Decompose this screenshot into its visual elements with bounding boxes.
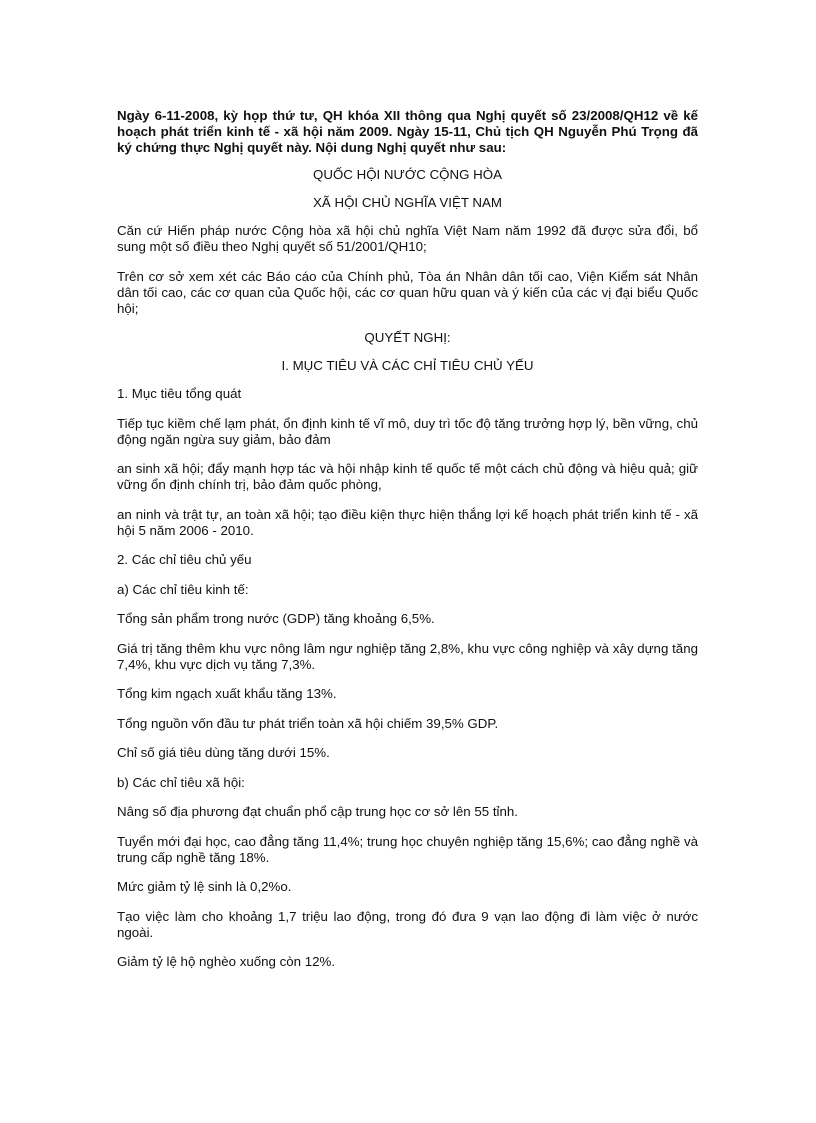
body-paragraph: Nâng số địa phương đạt chuẩn phổ cập trung học cơ sở lên 55 tỉnh. <box>117 804 518 819</box>
document-page <box>117 108 698 984</box>
body-paragraph: an ninh và trật tự, an toàn xã hội; tạo điều kiện thực hiện thắng lợi kế hoạch phát triển kinh tế - xã hội 5 năm 2006 - 2010. <box>117 506 698 538</box>
body-paragraph: Giảm tỷ lệ hộ nghèo xuống còn 12%. <box>117 954 336 969</box>
header-line-2: XÃ HỘI CHỦ NGHĨA VIỆT NAM <box>313 195 502 210</box>
body-paragraph: Tiếp tục kiềm chế lạm phát, ổn định kinh tế vĩ mô, duy trì tốc độ tăng trưởng hợp lý, bền vững, chủ động ngăn ngừa suy giảm, bảo đảm <box>117 415 698 447</box>
body-paragraph: Tổng kim ngạch xuất khẩu tăng 13%. <box>117 686 337 701</box>
subsection-heading: b) Các chỉ tiêu xã hội: <box>117 774 245 790</box>
subsection-heading: 1. Mục tiêu tổng quát <box>117 386 242 401</box>
body-paragraph: Giá trị tăng thêm khu vực nông lâm ngư nghiệp tăng 2,8%, khu vực công nghiệp và xây dựng tăng 7,4%, khu vực dịch vụ tăng 7,3%. <box>117 640 698 672</box>
header-line-1: QUỐC HỘI NƯỚC CỘNG HÒA <box>313 167 502 182</box>
body-paragraph: Tổng nguồn vốn đầu tư phát triển toàn xã hội chiếm 39,5% GDP. <box>117 715 499 731</box>
resolve-heading: QUYẾT NGHỊ: <box>364 330 451 345</box>
body-paragraph: Chỉ số giá tiêu dùng tăng dưới 15%. <box>117 745 330 760</box>
body-paragraph: Tạo việc làm cho khoảng 1,7 triệu lao động, trong đó đưa 9 vạn lao động đi làm việc ở nước ngoài. <box>117 908 698 940</box>
subsection-heading: a) Các chỉ tiêu kinh tế: <box>117 581 249 597</box>
preamble-paragraph: Trên cơ sở xem xét các Báo cáo của Chính phủ, Tòa án Nhân dân tối cao, Viện Kiểm sát Nhân dân tối cao, các cơ quan của Quốc hội, các cơ quan hữu quan và ý kiến của các vị đại biểu Quốc hội; <box>117 268 698 316</box>
subsection-heading: 2. Các chỉ tiêu chủ yếu <box>117 552 252 567</box>
body-paragraph: Mức giảm tỷ lệ sinh là 0,2%o. <box>117 879 292 894</box>
intro-paragraph: Ngày 6-11-2008, kỳ họp thứ tư, QH khóa XII thông qua Nghị quyết số 23/2008/QH12 về kế hoạch phát triển kinh tế - xã hội năm 2009. Ngày 15-11, Chủ tịch QH Nguyễn Phú Trọng đã ký chứng thực Nghị quyết này. Nội dung Nghị quyết như sau: <box>117 108 698 155</box>
section-heading: I. MỤC TIÊU VÀ CÁC CHỈ TIÊU CHỦ YẾU <box>281 358 534 373</box>
body-paragraph: Tổng sản phẩm trong nước (GDP) tăng khoảng 6,5%. <box>117 611 435 626</box>
body-paragraph: Tuyển mới đại học, cao đẳng tăng 11,4%; trung học chuyên nghiệp tăng 15,6%; cao đẳng nghề và trung cấp nghề tăng 18%. <box>117 833 698 865</box>
preamble-paragraph: Căn cứ Hiến pháp nước Cộng hòa xã hội chủ nghĩa Việt Nam năm 1992 đã được sửa đổi, bổ sung một số điều theo Nghị quyết số 51/2001/QH10; <box>117 223 698 254</box>
body-paragraph: an sinh xã hội; đẩy mạnh hợp tác và hội nhập kinh tế quốc tế một cách chủ động và hiệu quả; giữ vững ổn định chính trị, bảo đảm quốc phòng, <box>117 461 698 492</box>
